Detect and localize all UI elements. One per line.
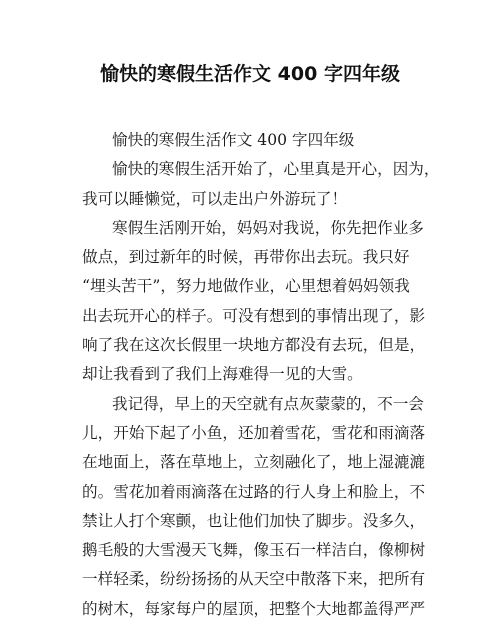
body-line: 响了我在这次长假里一块地方都没有去玩，但是， xyxy=(82,336,426,355)
document-title: 愉快的寒假生活作文 400 字四年级 xyxy=(100,63,400,85)
body-line: 愉快的寒假生活开始了，心里真是开心，因为， xyxy=(112,160,440,179)
body-line: 的。雪花加着雨滴落在过路的行人身上和脸上，不 xyxy=(82,482,426,501)
body-line: 的树木，每家每户的屋顶，把整个大地都盖得严严 xyxy=(82,599,426,618)
body-line: 禁让人打个寒颤，也让他们加快了脚步。没多久， xyxy=(82,511,426,530)
body-line: 愉快的寒假生活作文 400 字四年级 xyxy=(112,131,355,149)
document-body xyxy=(82,126,440,624)
body-line: 却让我看到了我们上海难得一见的大雪。 xyxy=(82,365,363,384)
body-line: 我可以睡懒觉，可以走出户外游玩了！ xyxy=(82,189,348,208)
body-line: 出去玩开心的样子。可没有想到的事情出现了，影 xyxy=(82,306,426,325)
body-line: 鹅毛般的大雪漫天飞舞，像玉石一样洁白，像柳树 xyxy=(82,541,426,560)
body-line: 在地面上，落在草地上，立刻融化了，地上湿漉漉 xyxy=(82,453,426,472)
body-line: 儿，开始下起了小鱼，还加着雪花，雪花和雨滴落 xyxy=(82,423,426,442)
body-line: “埋头苦干”，努力地做作业，心里想着妈妈领我 xyxy=(82,277,410,296)
body-line: 做点，到过新年的时候，再带你出去玩。我只好 xyxy=(82,248,410,267)
body-line: 一样轻柔，纷纷扬扬的从天空中散落下来，把所有 xyxy=(82,570,426,589)
body-line: 寒假生活刚开始，妈妈对我说，你先把作业多 xyxy=(112,218,424,237)
body-line: 我记得，早上的天空就有点灰蒙蒙的，不一会 xyxy=(112,394,424,413)
